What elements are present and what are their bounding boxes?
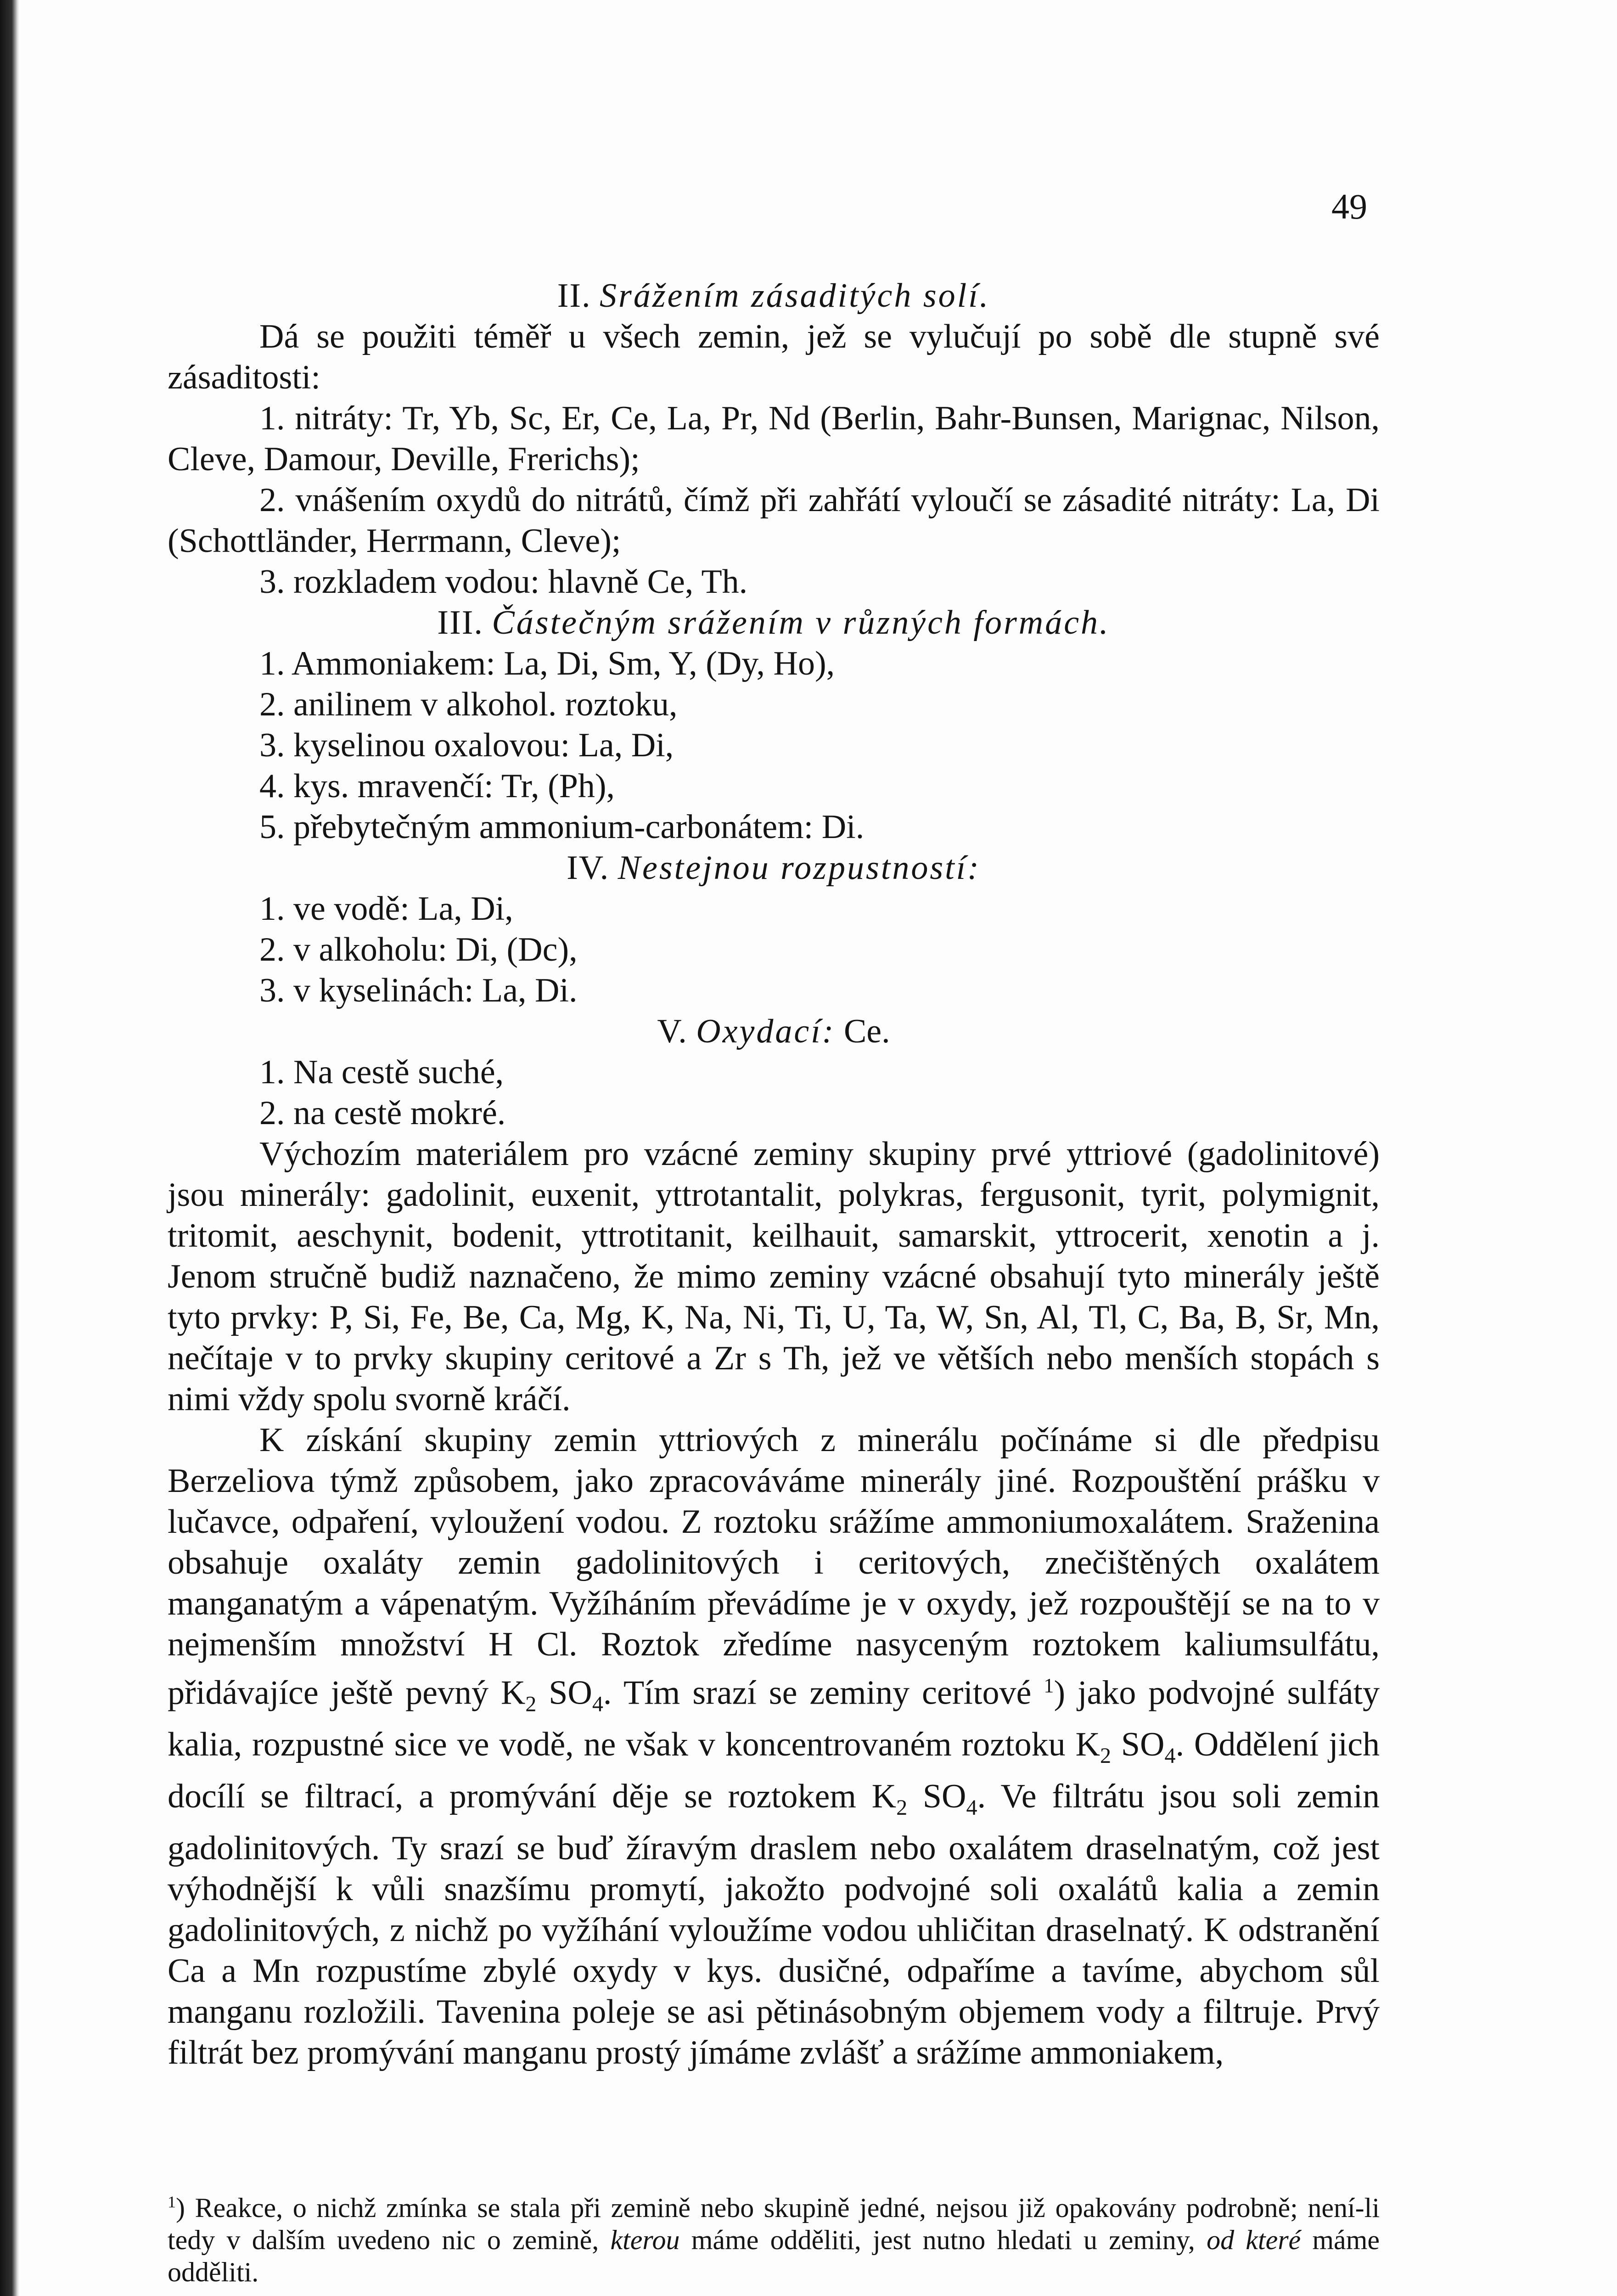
section-title: Částečným srážením v různých formách.	[492, 604, 1110, 642]
list-item: 4. kys. mravenčí: Tr, (Ph),	[259, 767, 615, 805]
section-title: Srážením zásaditých solí.	[600, 277, 990, 315]
list-item: 3. rozkladem vodou: hlavně Ce, Th.	[259, 563, 748, 601]
list-item: 1. ve vodě: La, Di,	[259, 890, 513, 928]
list-item: 2. anilinem v alkohol. roztoku,	[259, 686, 678, 723]
paragraph-minerals: Výchozím materiálem pro vzácné zeminy skupiny prvé yttriové (gadolinitové) jsou minerály: gadolinit, euxenit, yttrotantalit, polykras, fergusonit, tyrit, polymignit, tritomit, aeschynit, bodenit, yttrotitanit, keilhauit, samarskit, yttrocerit, xenotin a j. Jenom stručně budiž naznačeno, že mimo zeminy vzácné obsahují tyto minerály ještě tyto prvky: P, Si, Fe, Be, Ca, Mg, K, Na, Ni, Ti, U, Ta, W, Sn, Al, Tl, C, Ba, B, Sr, Mn, nečítaje v to prvky skupiny ceritové a Zr s Th, jež ve větších nebo menších stopách s nimi vždy spolu svorně kráčí.	[168, 1135, 1380, 1418]
footnote-mark: 1	[168, 2193, 176, 2211]
section-heading-iv	[168, 848, 1380, 889]
footnote: $^1$) Reakce, o nichž zmínka se stala při zemině nebo skupině jedné, nejsou již opakovány podrobně; není-li tedy v dalším uvedeno nic o zemině, kterou máme odděliti, jest nutno hledati u zeminy, od které máme odděliti.	[168, 2193, 1380, 2287]
section-number: II.	[557, 277, 591, 315]
section-heading-v	[168, 1011, 1380, 1052]
paragraph-procedure: K získání skupiny zemin yttriových z minerálu počínáme si dle předpisu Berzeliova týmž způsobem, jako zpracováváme minerály jiné. Rozpouštění prášku v lučavce, odpaření, vyloužení vodou. Z roztoku srážíme ammoniumoxalátem. Sraženina obsahuje oxaláty zemin gadolinitových i ceritových, znečištěných oxalátem manganatým a vápenatým. Vyžíháním převádíme je v oxydy, jež rozpouštějí se na to v nejmenším množství H Cl. Roztok zředíme nasyceným roztokem kaliumsulfátu, přidávajíce ještě pevný $K_2$ $SO_4$. Tím srazí se zeminy ceritové $^1$) jako podvojné sulfáty kalia, rozpustné sice ve vodě, ne však v koncentrovaném roztoku $K_2$ $SO_4$. Oddělení jich docílí se filtrací, a promývání děje se roztokem $K_2$ $SO_4$. Ve filtrátu jsou soli zemin gadolinitových. Ty srazí se buď žíravým draslem nebo oxalátem draselnatým, což jest výhodnější k vůli snazšímu promytí, jakožto podvojné soli oxalátů kalia a zemin gadolinitových, z nichž po vyžíhání vyloužíme vodou uhličitan draselnatý. K odstranění Ca a Mn rozpustíme zbylé oxydy v kys. dusičné, odpaříme a tavíme, abychom sůl manganu rozložili. Tavenina poleje se asi pětinásobným objemem vody a filtruje. Prvý filtrát bez promývání manganu prostý jímáme zvlášť a srážíme ammoniakem,	[168, 1421, 1380, 2072]
list-item: 2. na cestě mokré.	[259, 1094, 506, 1132]
section-number: V.	[657, 1013, 688, 1050]
section-number: III.	[437, 604, 483, 642]
section-title: Nestejnou rozpustností:	[618, 849, 981, 887]
section-number: IV.	[567, 849, 610, 887]
section-title: Oxydací:	[696, 1013, 836, 1050]
book-spine-shadow	[0, 0, 19, 2296]
list-item: 1. Na cestě suché,	[259, 1053, 504, 1091]
list-item: 2. vnášením oxydů do nitrátů, čímž při zahřátí vyloučí se zásadité nitráty: La, Di (Schottländer, Herrmann, Cleve);	[168, 481, 1380, 560]
section-heading-ii	[168, 276, 1380, 316]
list-item: 3. kyselinou oxalovou: La, Di,	[259, 726, 674, 764]
list-item: 1. Ammoniakem: La, Di, Sm, Y, (Dy, Ho),	[259, 645, 835, 682]
footnote-reference: 1	[1044, 1674, 1054, 1697]
page-number: 49	[1331, 186, 1367, 226]
list-item: 1. nitráty: Tr, Yb, Sc, Er, Ce, La, Pr, Nd (Berlin, Bahr-Bunsen, Marignac, Nilson, Cleve, Damour, Deville, Frerichs);	[168, 400, 1380, 478]
section-intro: Dá se použiti téměř u všech zemin, jež se vylučují po sobě dle stupně své zásaditosti:	[168, 318, 1380, 396]
list-item: 3. v kyselinách: La, Di.	[259, 972, 578, 1009]
section-heading-iii	[168, 602, 1380, 643]
list-item: 2. v alkoholu: Di, (Dc),	[259, 931, 578, 968]
section-title-suffix: Ce.	[843, 1013, 890, 1050]
list-item: 5. přebytečným ammonium-carbonátem: Di.	[259, 808, 865, 846]
main-text	[168, 276, 1380, 2073]
